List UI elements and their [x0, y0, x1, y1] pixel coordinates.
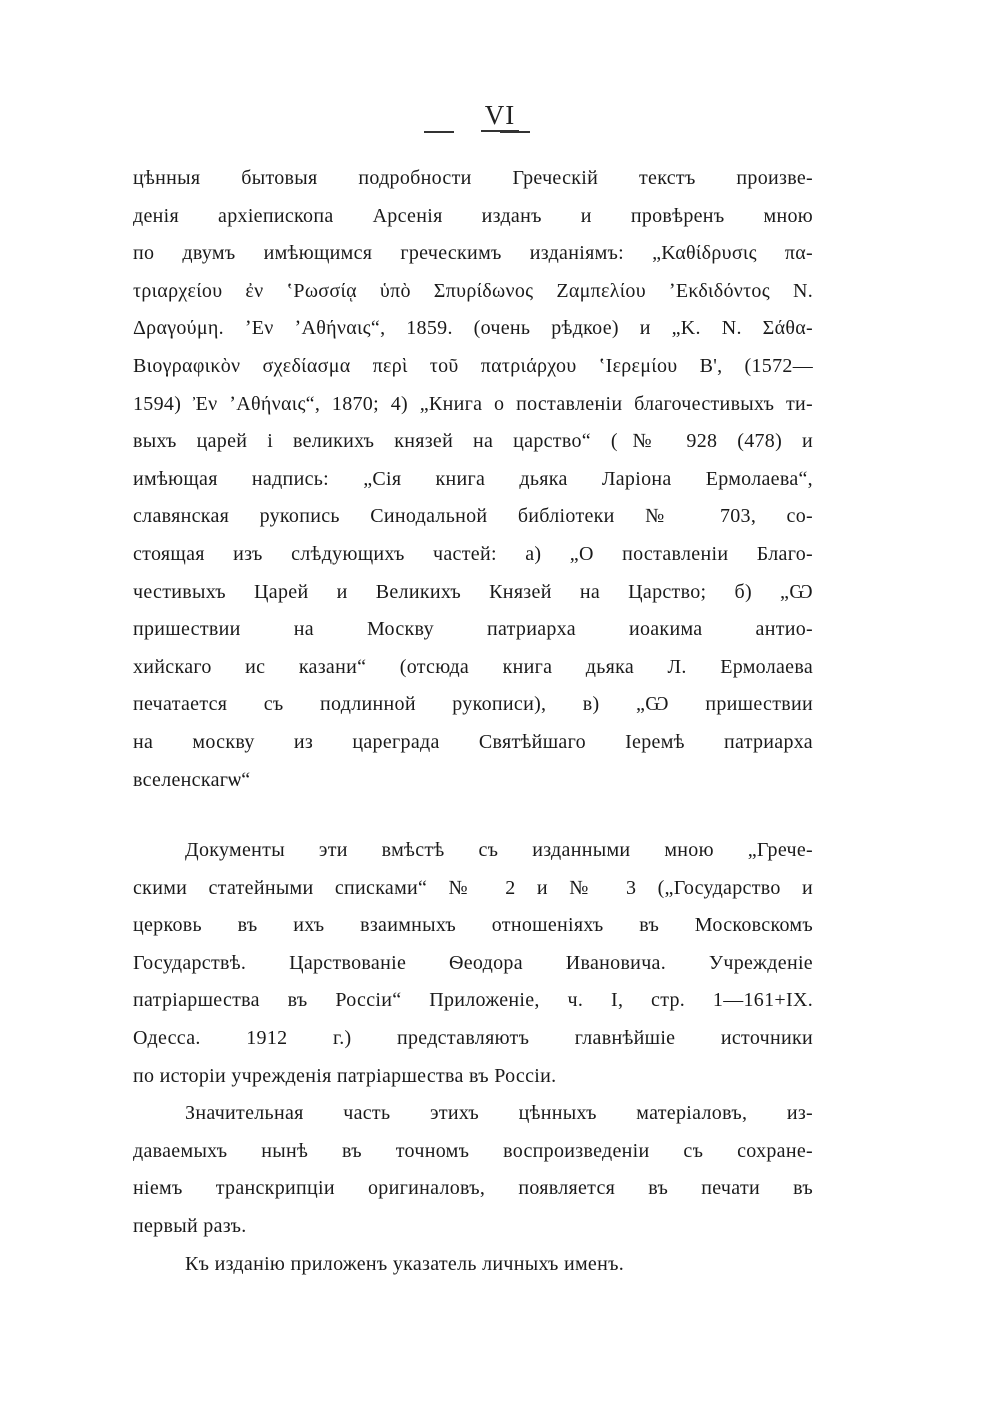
text-line: τριαρχείου ἐν ʽΡωσσίᾳ ὑπὸ Σπυρίδωνος Ζαμπελίου ʼΕκδιδόντος Ν.: [133, 279, 813, 302]
text-line: первый разъ.: [133, 1215, 247, 1238]
body-text: [133, 160, 813, 1283]
text-line: ніемъ транскрипціи оригиналовъ, появляется въ печати въ: [133, 1177, 813, 1200]
paragraph-1: [133, 160, 813, 799]
text-line: хийскаго ис казани“ (отсюда книга дьяка Л. Ермолаева: [133, 655, 813, 678]
text-line: церковь въ ихъ взаимныхъ отношеніяхъ въ Московскомъ: [133, 914, 813, 937]
text-line: славянская рукопись Синодальной библіотеки № 703, со-: [133, 505, 813, 528]
text-line: на москву из цареграда Святѣйшаго Іеремѣ патриарха: [133, 730, 813, 753]
text-line: Одесса. 1912 г.) представляютъ главнѣйшіе источники: [133, 1027, 813, 1050]
text-line: пришествии на Москву патриарха иоакима антио-: [133, 618, 813, 641]
paragraph-2: [133, 832, 813, 1095]
text-line: Βιογραφικὸν σχεδίασμα περὶ τοῦ πατριάρχου ʽΙερεμίου Β', (1572—: [133, 354, 813, 377]
paragraph-4: [133, 1246, 813, 1284]
text-line: патріаршества въ Россіи“ Приложеніе, ч. I, стр. 1—161+IX.: [133, 989, 813, 1012]
text-line: Къ изданію приложенъ указатель личныхъ именъ.: [185, 1252, 625, 1275]
text-line: скими статейными списками“ № 2 и № 3 („Государство и: [133, 876, 813, 899]
text-line: Δραγούμη. ʼΕν ʼΑθήναις“, 1859. (очень рѣдкое) и „Κ. Ν. Σάθα-: [133, 317, 813, 340]
page-number: [0, 100, 1000, 132]
text-line: имѣющая надпись: „Сія книга дьяка Ларіона Ермолаева“,: [133, 467, 813, 490]
page-number-rule-right: [500, 131, 530, 133]
text-line: даваемыхъ нынѣ въ точномъ воспроизведеніи съ сохране-: [133, 1139, 813, 1162]
text-line: цѣнныя бытовыя подробности Греческій текстъ произве-: [133, 167, 813, 189]
text-line: по исторіи учрежденія патріаршества въ Россіи.: [133, 1064, 557, 1087]
text-line: по двумъ имѣющимся греческимъ изданіямъ: „Καθίδρυσις πα-: [133, 242, 813, 265]
paragraph-gap: [133, 799, 813, 832]
paragraph-3: [133, 1095, 813, 1245]
page-number-value: VI: [481, 100, 520, 132]
text-line: Государствѣ. Царствованіе Ѳеодора Ивановича. Учрежденіе: [133, 951, 813, 974]
text-line: вселенскагѡ“: [133, 768, 251, 791]
text-line: 1594) Ἐν ʼΑθήναις“, 1870; 4) „Книга о поставленіи благочестивыхъ ти-: [133, 392, 813, 415]
text-line: Значительная часть этихъ цѣнныхъ матеріаловъ, из-: [185, 1102, 813, 1125]
page-number-rule-left: [424, 131, 454, 133]
text-line: Документы эти вмѣстѣ съ изданными мною „Грече-: [185, 839, 813, 862]
text-line: денія архіепископа Арсенія изданъ и провѣренъ мною: [133, 204, 813, 227]
text-line: честивыхъ Царей и Великихъ Князей на Царство; б) „Ѡ: [133, 580, 813, 603]
text-line: выхъ царей і великихъ князей на царство“ (№ 928 (478) и: [133, 430, 813, 453]
text-line: печатается съ подлинной рукописи), в) „Ѡ пришествии: [133, 693, 813, 716]
text-line: стоящая изъ слѣдующихъ частей: а) „О поставленіи Благо-: [133, 542, 813, 565]
